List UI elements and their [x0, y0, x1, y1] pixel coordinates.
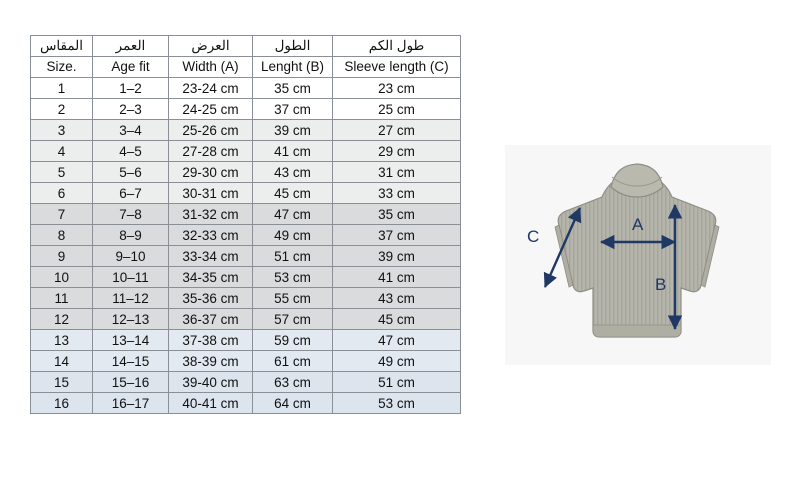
cell-sleeve: 25 cm: [333, 99, 461, 120]
cell-width: 32-33 cm: [169, 225, 253, 246]
cell-length: 43 cm: [253, 162, 333, 183]
cell-sleeve: 35 cm: [333, 204, 461, 225]
cell-age: 12–13: [93, 309, 169, 330]
cell-sleeve: 23 cm: [333, 78, 461, 99]
cell-size: 9: [31, 246, 93, 267]
table-row: [31, 162, 461, 183]
column-header-width-ar: العرض: [169, 36, 253, 57]
table-row: [31, 204, 461, 225]
cell-age: 2–3: [93, 99, 169, 120]
cell-sleeve: 49 cm: [333, 351, 461, 372]
cell-length: 39 cm: [253, 120, 333, 141]
column-header-age-ar: العمر: [93, 36, 169, 57]
size-table-container: [30, 35, 461, 414]
cell-age: 7–8: [93, 204, 169, 225]
cell-width: 35-36 cm: [169, 288, 253, 309]
cell-length: 55 cm: [253, 288, 333, 309]
label-a: A: [632, 215, 644, 234]
cell-length: 61 cm: [253, 351, 333, 372]
sweater-diagram-svg: [505, 145, 771, 365]
cell-age: 1–2: [93, 78, 169, 99]
cell-age: 11–12: [93, 288, 169, 309]
cell-width: 34-35 cm: [169, 267, 253, 288]
size-table: [30, 35, 461, 414]
cell-length: 57 cm: [253, 309, 333, 330]
table-row: [31, 99, 461, 120]
table-body: [31, 78, 461, 414]
label-b-text: [505, 365, 506, 366]
cell-sleeve: 39 cm: [333, 246, 461, 267]
cell-size: 4: [31, 141, 93, 162]
table-row: [31, 141, 461, 162]
cell-width: 37-38 cm: [169, 330, 253, 351]
cell-age: 16–17: [93, 393, 169, 414]
table-row: [31, 351, 461, 372]
cell-size: 3: [31, 120, 93, 141]
table-row: [31, 372, 461, 393]
cell-length: 41 cm: [253, 141, 333, 162]
cell-width: 31-32 cm: [169, 204, 253, 225]
cell-sleeve: 29 cm: [333, 141, 461, 162]
cell-size: 15: [31, 372, 93, 393]
label-a-text: [505, 365, 506, 366]
column-header-age-en: Age fit: [93, 57, 169, 78]
column-header-width-en: Width (A): [169, 57, 253, 78]
column-header-size-ar: المقاس: [31, 36, 93, 57]
cell-size: 7: [31, 204, 93, 225]
cell-size: 16: [31, 393, 93, 414]
cell-length: 45 cm: [253, 183, 333, 204]
cell-size: 11: [31, 288, 93, 309]
column-header-length-en: Lenght (B): [253, 57, 333, 78]
cell-size: 2: [31, 99, 93, 120]
cell-length: 59 cm: [253, 330, 333, 351]
cell-age: 8–9: [93, 225, 169, 246]
cell-sleeve: 33 cm: [333, 183, 461, 204]
cell-age: 4–5: [93, 141, 169, 162]
cell-sleeve: 53 cm: [333, 393, 461, 414]
cell-size: 13: [31, 330, 93, 351]
cell-size: 10: [31, 267, 93, 288]
table-header-row-english: [31, 57, 461, 78]
garment-illustration: [505, 145, 771, 365]
table-row: [31, 120, 461, 141]
cell-size: 8: [31, 225, 93, 246]
cell-length: 35 cm: [253, 78, 333, 99]
table-row: [31, 78, 461, 99]
cell-sleeve: 45 cm: [333, 309, 461, 330]
cell-length: 51 cm: [253, 246, 333, 267]
cell-size: 14: [31, 351, 93, 372]
cell-length: 49 cm: [253, 225, 333, 246]
cell-length: 64 cm: [253, 393, 333, 414]
cell-age: 10–11: [93, 267, 169, 288]
column-header-sleeve-ar: طول الكم: [333, 36, 461, 57]
cell-width: 24-25 cm: [169, 99, 253, 120]
cell-sleeve: 51 cm: [333, 372, 461, 393]
cell-length: 37 cm: [253, 99, 333, 120]
cell-sleeve: 41 cm: [333, 267, 461, 288]
cell-age: 9–10: [93, 246, 169, 267]
cell-width: 38-39 cm: [169, 351, 253, 372]
cell-width: 27-28 cm: [169, 141, 253, 162]
cell-length: 53 cm: [253, 267, 333, 288]
cell-age: 5–6: [93, 162, 169, 183]
cell-size: 5: [31, 162, 93, 183]
cell-age: 15–16: [93, 372, 169, 393]
cell-size: 1: [31, 78, 93, 99]
table-row: [31, 267, 461, 288]
cell-width: 33-34 cm: [169, 246, 253, 267]
cell-width: 25-26 cm: [169, 120, 253, 141]
cell-age: 3–4: [93, 120, 169, 141]
cell-width: 39-40 cm: [169, 372, 253, 393]
cell-width: 40-41 cm: [169, 393, 253, 414]
cell-width: 36-37 cm: [169, 309, 253, 330]
cell-size: 6: [31, 183, 93, 204]
column-header-size-en: Size.: [31, 57, 93, 78]
table-row: [31, 330, 461, 351]
table-row: [31, 393, 461, 414]
cell-age: 6–7: [93, 183, 169, 204]
cell-size: 12: [31, 309, 93, 330]
table-row: [31, 225, 461, 246]
table-header: [31, 36, 461, 78]
cell-sleeve: 31 cm: [333, 162, 461, 183]
cell-age: 13–14: [93, 330, 169, 351]
cell-width: 30-31 cm: [169, 183, 253, 204]
cell-sleeve: 27 cm: [333, 120, 461, 141]
cell-sleeve: 37 cm: [333, 225, 461, 246]
label-b: B: [655, 275, 667, 294]
table-row: [31, 183, 461, 204]
table-row: [31, 309, 461, 330]
cell-sleeve: 43 cm: [333, 288, 461, 309]
cell-width: 29-30 cm: [169, 162, 253, 183]
cell-length: 47 cm: [253, 204, 333, 225]
table-header-row-arabic: [31, 36, 461, 57]
cell-length: 63 cm: [253, 372, 333, 393]
column-header-sleeve-en: Sleeve length (C): [333, 57, 461, 78]
cell-width: 23-24 cm: [169, 78, 253, 99]
cell-age: 14–15: [93, 351, 169, 372]
column-header-length-ar: الطول: [253, 36, 333, 57]
table-row: [31, 246, 461, 267]
table-row: [31, 288, 461, 309]
label-c-text: [505, 365, 506, 366]
label-c: C: [527, 227, 540, 246]
cell-sleeve: 47 cm: [333, 330, 461, 351]
